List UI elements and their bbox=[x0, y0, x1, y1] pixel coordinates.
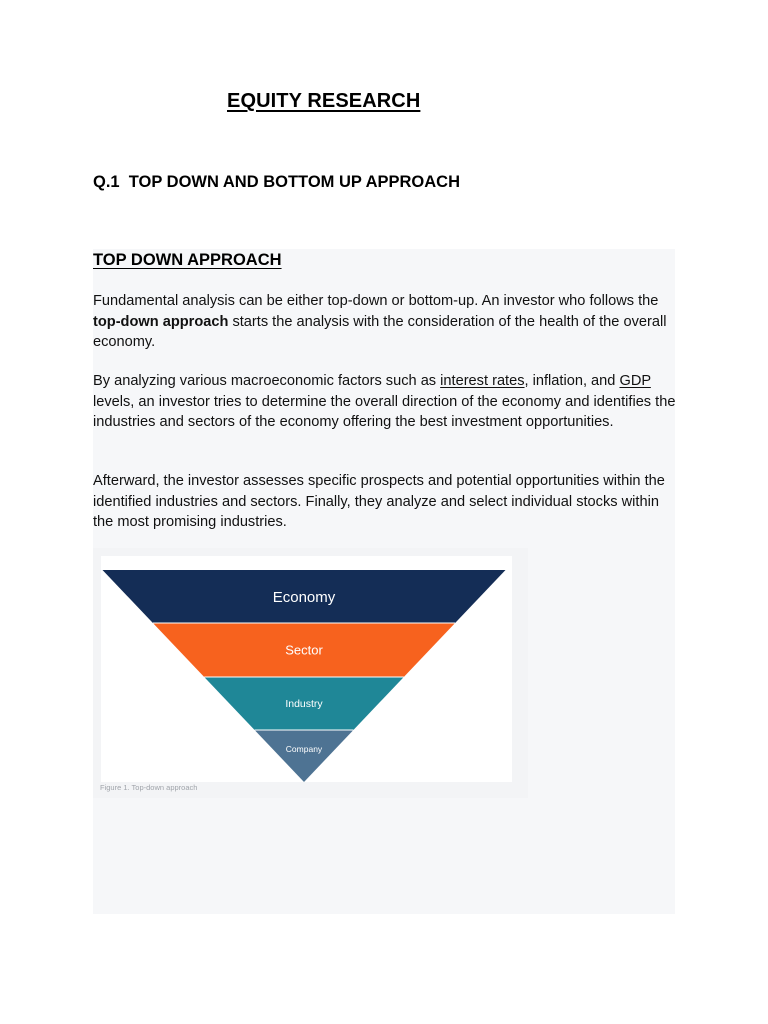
figure-caption: Figure 1. Top-down approach bbox=[100, 783, 198, 792]
bold-term: top-down approach bbox=[93, 313, 229, 330]
paragraph-macro: By analyzing various macroeconomic factors such as interest rates, inflation, and GDP levels, an investor tries to determine the overall direction of the economy and identifies the industries and sectors of the economy offering the best investment opportunities. bbox=[93, 373, 676, 430]
section-heading: TOP DOWN APPROACH bbox=[93, 251, 282, 269]
question-heading: Q.1 TOP DOWN AND BOTTOM UP APPROACH bbox=[93, 173, 461, 191]
funnel-level-company bbox=[255, 730, 354, 782]
funnel-label-industry: Industry bbox=[285, 698, 323, 711]
link-interest-rates[interactable]: interest rates bbox=[440, 373, 525, 389]
document-title: EQUITY RESEARCH bbox=[227, 90, 421, 112]
paragraph-afterward: Afterward, the investor assesses specific prospects and potential opportunities within the identified industries and sectors. Finally, they analyze and select individual stocks within the most promising industries. bbox=[93, 473, 665, 530]
funnel-label-sector: Sector bbox=[285, 642, 323, 658]
funnel-label-company: Company bbox=[285, 744, 323, 754]
funnel-label-economy: Economy bbox=[272, 588, 336, 606]
top-down-figure bbox=[93, 548, 528, 798]
funnel-diagram bbox=[93, 548, 528, 798]
link-gdp[interactable]: GDP bbox=[619, 373, 651, 389]
paragraph-intro: Fundamental analysis can be either top-down or bottom-up. An investor who follows the top-down approach starts the analysis with the consideration of the health of the overall economy. bbox=[93, 293, 667, 350]
